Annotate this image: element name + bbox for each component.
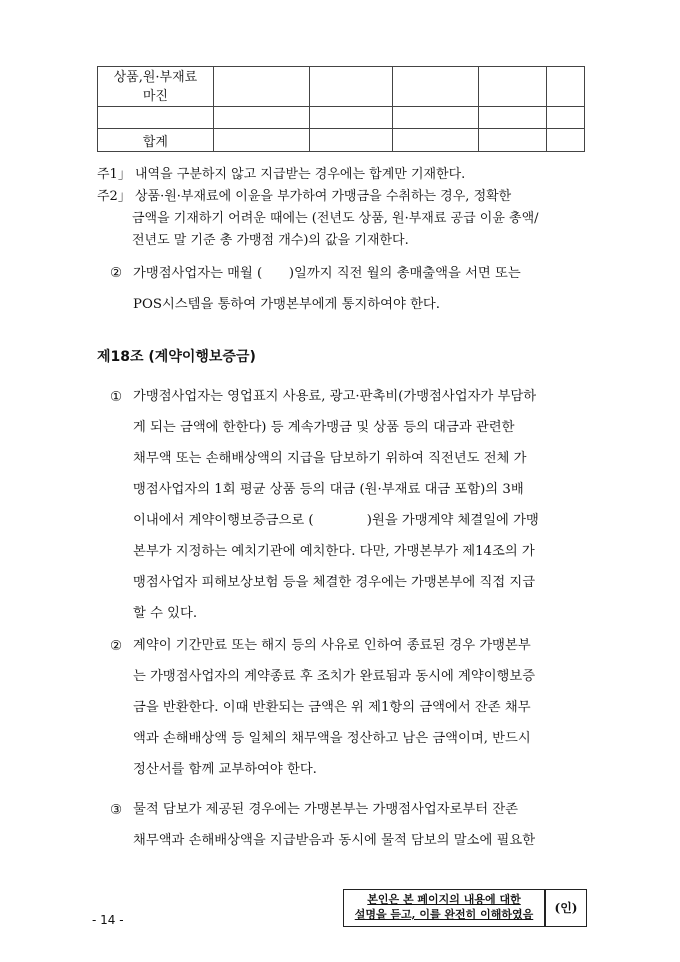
table-cell xyxy=(479,107,547,129)
clause-line: 맹점사업자의 1회 평균 상품 등의 대금 (원·부재료 대금 포함)의 3배 xyxy=(133,482,524,497)
confirmation-text: 설명을 듣고, 이를 완전히 이해하였음 xyxy=(354,908,534,921)
table-cell xyxy=(309,67,393,107)
fee-table xyxy=(97,66,585,152)
clause-marker: ③ xyxy=(110,803,122,818)
clause-line: 게 되는 금액에 한한다) 등 계속가맹금 및 상품 등의 대금과 관련한 xyxy=(133,420,515,435)
clause-1-body xyxy=(133,381,585,629)
note-2 xyxy=(97,186,587,208)
page-number: - 14 - xyxy=(92,913,124,927)
table-row xyxy=(98,107,585,129)
table-row xyxy=(98,67,585,107)
clause-line: 채무액 또는 손해배상액의 지급을 담보하기 위하여 직전년도 전체 가 xyxy=(133,451,527,466)
clause-marker: ② xyxy=(110,266,122,281)
note-text: 금액을 기재하기 어려운 때에는 (전년도 상품, 원·부재료 공급 이윤 총액/ xyxy=(132,211,539,226)
row-label-text: 상품,원·부재료 마진 xyxy=(113,69,198,104)
note-1 xyxy=(97,164,587,186)
clause-line: 금을 반환한다. 이때 반환되는 금액은 위 제1항의 금액에서 잔존 채무 xyxy=(133,700,531,715)
table-cell xyxy=(393,67,479,107)
confirmation-box xyxy=(343,889,545,927)
table-cell xyxy=(309,129,393,152)
table-cell xyxy=(393,107,479,129)
table-row-label xyxy=(98,107,214,129)
clause-line: 할 수 있다. xyxy=(133,606,198,621)
table-row-label xyxy=(98,129,214,152)
table-row xyxy=(98,129,585,152)
confirmation-text: 본인은 본 페이지의 내용에 대한 xyxy=(367,893,521,906)
table-cell xyxy=(213,107,309,129)
clause-line: 이내에서 계약이행보증금으로 ( )원을 가맹계약 체결일에 가맹 xyxy=(133,513,539,528)
clause-line: 는 가맹점사업자의 계약종료 후 조치가 완료됨과 동시에 계약이행보증 xyxy=(133,669,536,684)
table-cell xyxy=(479,67,547,107)
note-text: 내역을 구분하지 않고 지급받는 경우에는 합계만 기재한다. xyxy=(134,167,466,182)
note-marker: 주1」 xyxy=(97,167,131,182)
clause-line: 계약이 기간만료 또는 해지 등의 사유로 인하여 종료된 경우 가맹본부 xyxy=(133,638,531,653)
clause-line: 물적 담보가 제공된 경우에는 가맹본부는 가맹점사업자로부터 잔존 xyxy=(133,802,519,817)
clause-3-body xyxy=(133,794,585,856)
clause-line: 액과 손해배상액 등 일체의 채무액을 정산하고 남은 금액이며, 반드시 xyxy=(133,731,531,746)
clause-line: 정산서를 함께 교부하여야 한다. xyxy=(133,762,317,777)
clause-line: 가맹점사업자는 영업표지 사용료, 광고·판촉비(가맹점사업자가 부담하 xyxy=(133,389,537,404)
signature-label: (인) xyxy=(554,901,578,915)
table-cell xyxy=(547,129,585,152)
table-cell xyxy=(479,129,547,152)
table-cell xyxy=(393,129,479,152)
article-heading: 제18조 (계약이행보증금) xyxy=(97,349,256,365)
table-row-label xyxy=(98,67,214,107)
note-text: 전년도 말 기준 총 가맹점 개수)의 값을 기재한다. xyxy=(132,233,409,248)
clause-line: 본부가 지정하는 예치기관에 예치한다. 다만, 가맹본부가 제14조의 가 xyxy=(133,544,535,559)
clause-line: 맹점사업자 피해보상보험 등을 체결한 경우에는 가맹본부에 직접 지급 xyxy=(133,575,536,590)
signature-box[interactable] xyxy=(545,889,587,927)
row-label-text: 합계 xyxy=(142,134,168,150)
clause-line: 채무액과 손해배상액을 지급받음과 동시에 물적 담보의 말소에 필요한 xyxy=(133,833,536,848)
clause-marker: ② xyxy=(110,639,122,654)
table-cell xyxy=(213,129,309,152)
table-cell xyxy=(547,67,585,107)
clause-2-body xyxy=(133,630,585,785)
table-cell xyxy=(213,67,309,107)
clause-text: POS시스템을 통하여 가맹본부에게 통지하여야 한다. xyxy=(133,297,440,312)
clause-text: 가맹점사업자는 매월 ( )일까지 직전 월의 총매출액을 서면 또는 xyxy=(133,266,521,281)
table-cell xyxy=(547,107,585,129)
note-text: 상품·원·부재료에 이윤을 부가하여 가맹금을 수취하는 경우, 정확한 xyxy=(134,189,512,204)
note-marker: 주2」 xyxy=(97,189,131,204)
table-cell xyxy=(309,107,393,129)
clause-marker: ① xyxy=(110,390,122,405)
